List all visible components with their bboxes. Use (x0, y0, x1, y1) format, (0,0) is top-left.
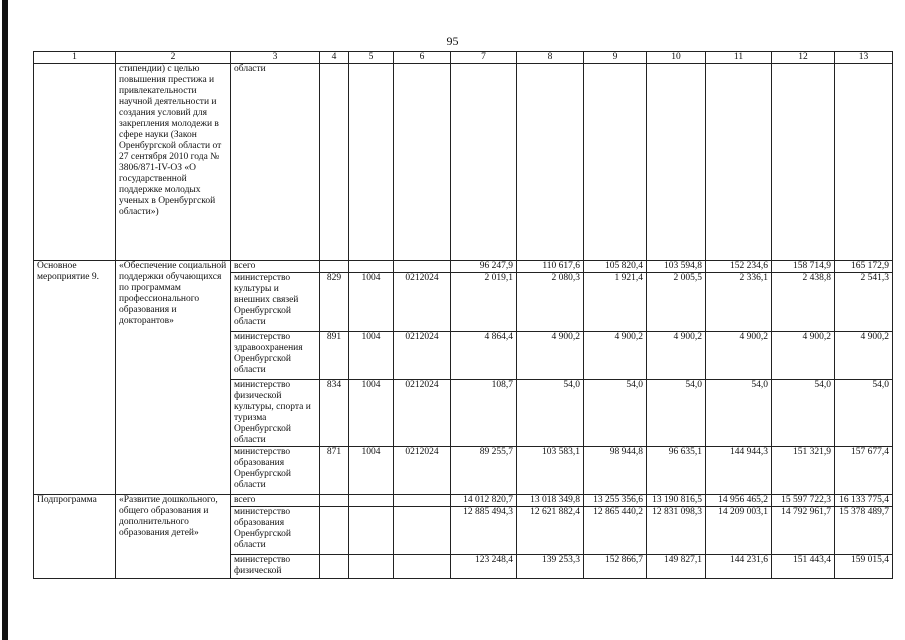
budget-table (33, 51, 893, 579)
executor-cell: министерство здравоохранения Оренбургской области (231, 332, 320, 380)
executor-cell: всего (231, 261, 320, 273)
empty-cell (835, 64, 893, 261)
value-cell: 1 921,4 (584, 273, 647, 332)
code-cell: 829 (320, 273, 349, 332)
value-cell: 14 956 465,2 (706, 495, 772, 507)
executor-cell: министерство образования Оренбургской области (231, 447, 320, 495)
column-number-row (34, 52, 893, 64)
value-cell: 13 190 816,5 (647, 495, 706, 507)
row-description: «Развитие дошкольного, общего образования и дополнительного образования детей» (116, 495, 231, 579)
code-cell: 834 (320, 380, 349, 447)
value-cell: 151 443,4 (772, 555, 835, 579)
empty-cell (349, 64, 394, 261)
empty-cell (517, 64, 584, 261)
executor-cell: министерство физической (231, 555, 320, 579)
empty-cell (394, 507, 451, 555)
value-cell: 151 321,9 (772, 447, 835, 495)
executor-cell: министерство образования Оренбургской области (231, 507, 320, 555)
col-header: 10 (647, 52, 706, 64)
value-cell: 103 583,1 (517, 447, 584, 495)
value-cell: 54,0 (772, 380, 835, 447)
executor-cell: всего (231, 495, 320, 507)
col-header: 11 (706, 52, 772, 64)
value-cell: 4 900,2 (584, 332, 647, 380)
value-cell: 14 209 003,1 (706, 507, 772, 555)
value-cell: 12 865 440,2 (584, 507, 647, 555)
value-cell: 144 231,6 (706, 555, 772, 579)
empty-cell (320, 495, 349, 507)
value-cell: 54,0 (584, 380, 647, 447)
empty-cell (349, 507, 394, 555)
value-cell: 103 594,8 (647, 261, 706, 273)
code-cell: 0212024 (394, 273, 451, 332)
value-cell: 149 827,1 (647, 555, 706, 579)
empty-cell (349, 261, 394, 273)
value-cell: 13 255 356,6 (584, 495, 647, 507)
table-row (34, 495, 893, 507)
code-cell: 1004 (349, 380, 394, 447)
value-cell: 157 677,4 (835, 447, 893, 495)
col-header: 2 (116, 52, 231, 64)
value-cell: 144 944,3 (706, 447, 772, 495)
empty-cell (320, 555, 349, 579)
value-cell: 12 885 494,3 (451, 507, 517, 555)
empty-cell (320, 507, 349, 555)
code-cell: 0212024 (394, 380, 451, 447)
executor-cell: области (231, 64, 320, 261)
table-row (34, 64, 893, 261)
empty-cell (320, 64, 349, 261)
value-cell: 54,0 (706, 380, 772, 447)
col-header: 4 (320, 52, 349, 64)
value-cell: 13 018 349,8 (517, 495, 584, 507)
page-number: 95 (446, 34, 459, 48)
value-cell: 108,7 (451, 380, 517, 447)
empty-cell (394, 64, 451, 261)
value-cell: 110 617,6 (517, 261, 584, 273)
value-cell: 54,0 (517, 380, 584, 447)
empty-cell (706, 64, 772, 261)
code-cell: 871 (320, 447, 349, 495)
empty-cell (451, 64, 517, 261)
empty-cell (772, 64, 835, 261)
value-cell: 2 541,3 (835, 273, 893, 332)
col-header: 3 (231, 52, 320, 64)
col-header: 8 (517, 52, 584, 64)
empty-cell (394, 261, 451, 273)
row-name: Основное мероприятие 9. (34, 261, 116, 495)
empty-cell (349, 555, 394, 579)
col-header: 13 (835, 52, 893, 64)
value-cell: 2 438,8 (772, 273, 835, 332)
value-cell: 15 378 489,7 (835, 507, 893, 555)
empty-cell (349, 495, 394, 507)
value-cell: 123 248,4 (451, 555, 517, 579)
value-cell: 12 621 882,4 (517, 507, 584, 555)
empty-cell (320, 261, 349, 273)
row-name: Подпрограмма (34, 495, 116, 579)
col-header: 5 (349, 52, 394, 64)
col-header: 1 (34, 52, 116, 64)
value-cell: 14 792 961,7 (772, 507, 835, 555)
row-description: «Обеспечение социальной поддержки обучающихся по программам профессионального образования и докторантов» (116, 261, 231, 495)
value-cell: 4 900,2 (706, 332, 772, 380)
empty-cell (647, 64, 706, 261)
col-header: 9 (584, 52, 647, 64)
value-cell: 105 820,4 (584, 261, 647, 273)
value-cell: 12 831 098,3 (647, 507, 706, 555)
col-header: 6 (394, 52, 451, 64)
col-header: 7 (451, 52, 517, 64)
empty-cell (394, 495, 451, 507)
executor-cell: министерство культуры и внешних связей Оренбургской области (231, 273, 320, 332)
value-cell: 89 255,7 (451, 447, 517, 495)
value-cell: 2 019,1 (451, 273, 517, 332)
code-cell: 1004 (349, 447, 394, 495)
value-cell: 2 080,3 (517, 273, 584, 332)
value-cell: 14 012 820,7 (451, 495, 517, 507)
value-cell: 98 944,8 (584, 447, 647, 495)
value-cell: 54,0 (835, 380, 893, 447)
code-cell: 0212024 (394, 332, 451, 380)
executor-cell: министерство физической культуры, спорта и туризма Оренбургской области (231, 380, 320, 447)
value-cell: 159 015,4 (835, 555, 893, 579)
code-cell: 1004 (349, 273, 394, 332)
value-cell: 96 635,1 (647, 447, 706, 495)
row-description: стипендии) с целью повышения престижа и привлекательности научной деятельности и создания условий для закрепления молодежи в сфере науки (Закон Оренбургской области от 27 сентября 2010 года № 3806/871-IV-ОЗ «О государственной поддержке молодых ученых в Оренбургской области») (116, 64, 231, 261)
value-cell: 16 133 775,4 (835, 495, 893, 507)
value-cell: 4 900,2 (772, 332, 835, 380)
value-cell: 152 866,7 (584, 555, 647, 579)
value-cell: 139 253,3 (517, 555, 584, 579)
value-cell: 158 714,9 (772, 261, 835, 273)
code-cell: 891 (320, 332, 349, 380)
row-name (34, 64, 116, 261)
value-cell: 4 900,2 (517, 332, 584, 380)
binding-edge (2, 0, 8, 640)
value-cell: 4 900,2 (647, 332, 706, 380)
value-cell: 96 247,9 (451, 261, 517, 273)
empty-cell (584, 64, 647, 261)
value-cell: 15 597 722,3 (772, 495, 835, 507)
code-cell: 0212024 (394, 447, 451, 495)
table-row (34, 261, 893, 273)
value-cell: 152 234,6 (706, 261, 772, 273)
value-cell: 2 336,1 (706, 273, 772, 332)
value-cell: 165 172,9 (835, 261, 893, 273)
value-cell: 2 005,5 (647, 273, 706, 332)
value-cell: 54,0 (647, 380, 706, 447)
code-cell: 1004 (349, 332, 394, 380)
value-cell: 4 864,4 (451, 332, 517, 380)
col-header: 12 (772, 52, 835, 64)
value-cell: 4 900,2 (835, 332, 893, 380)
empty-cell (394, 555, 451, 579)
